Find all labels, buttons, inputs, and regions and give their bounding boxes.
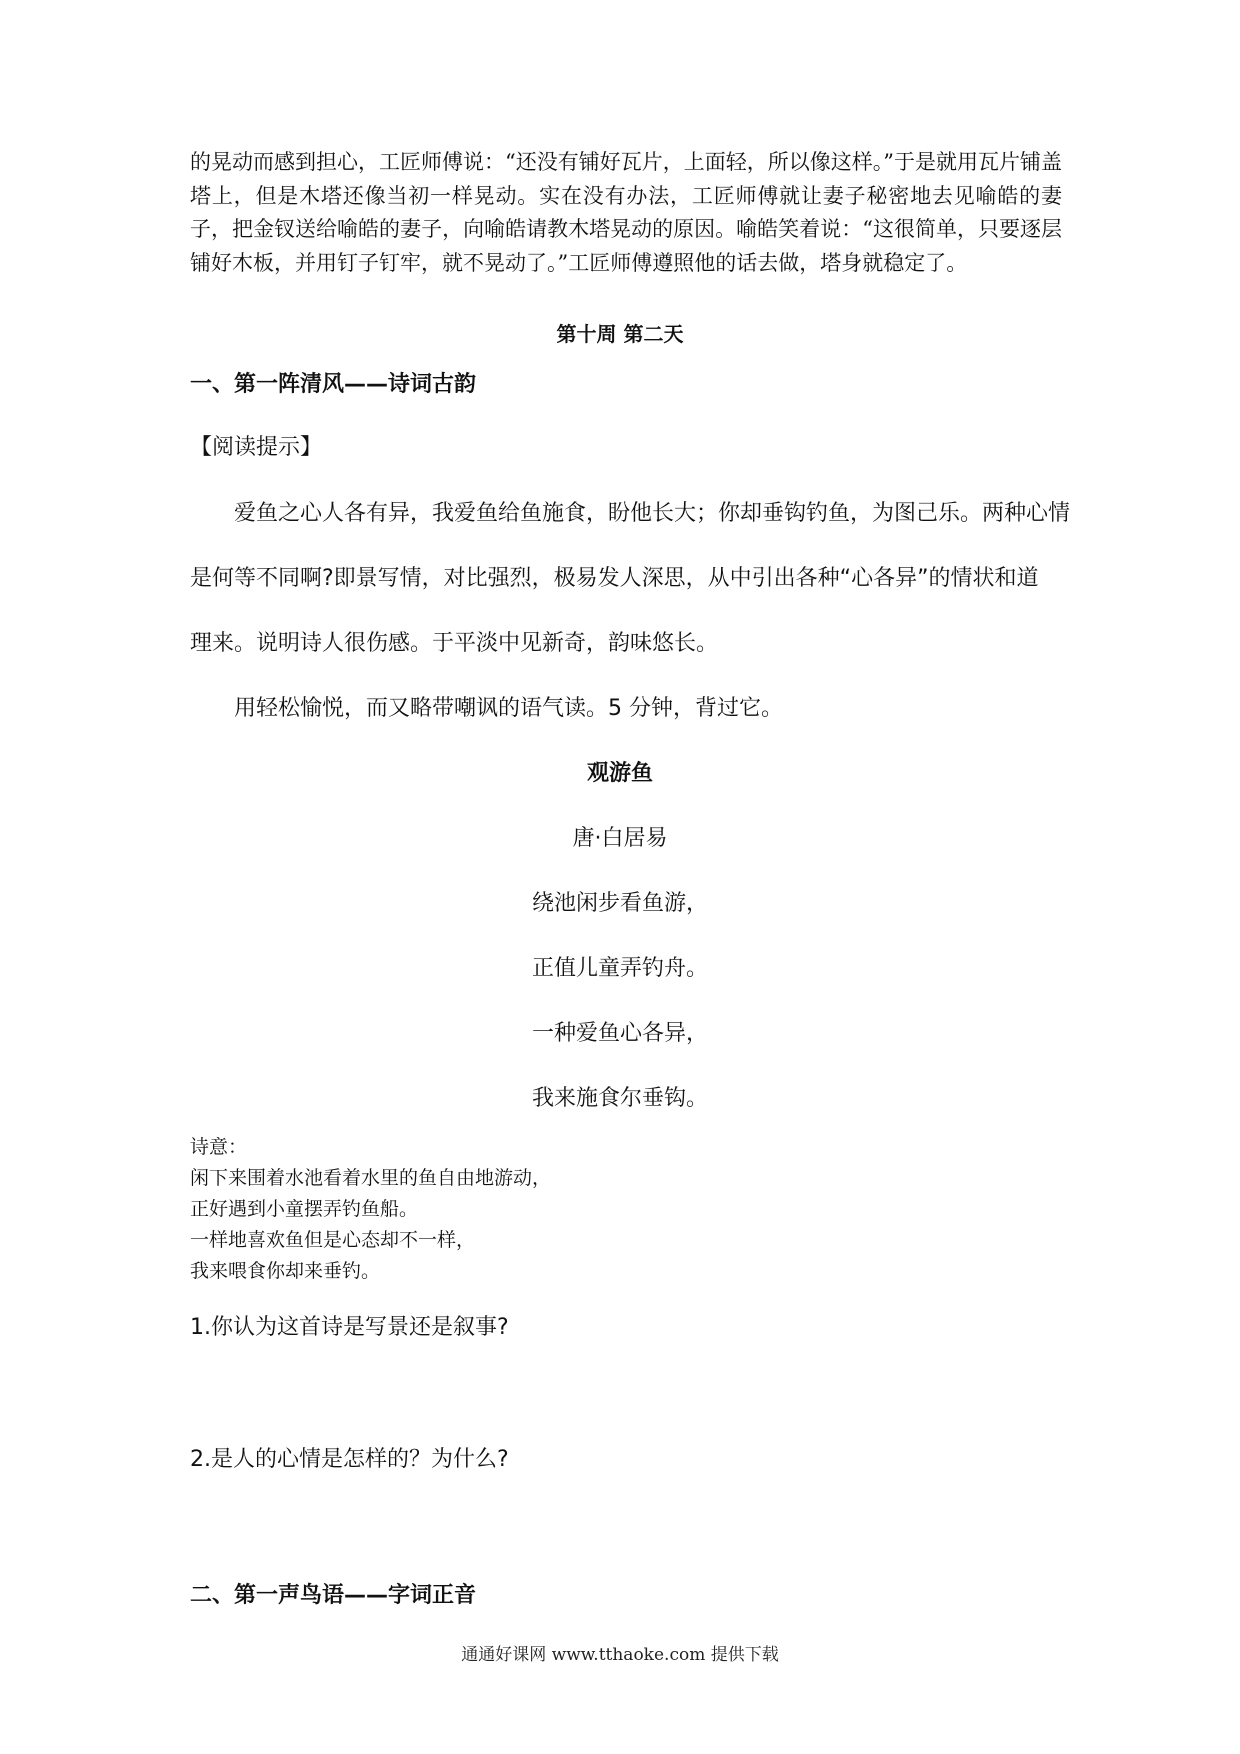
footer-source: 通通好课网 www.tthaoke.com 提供下载 <box>461 1645 779 1665</box>
day-title: 第十周 第二天 <box>556 322 684 346</box>
poem-line-3: 一种爱鱼心各异， <box>531 1021 708 1046</box>
tip-line-1: 爱鱼之心人各有异，我爱鱼给鱼施食，盼他长大；你却垂钩钓鱼，为图己乐。两种心情 <box>234 501 1071 526</box>
reading-instruction: 用轻松愉悦，而又略带嘲讽的语气读。5 分钟，背过它。 <box>234 696 783 721</box>
question-1: 1.你认为这首诗是写景还是叙事? <box>190 1315 509 1340</box>
tip-heading: 【阅读提示】 <box>190 435 323 460</box>
meaning-label: 诗意： <box>190 1136 248 1158</box>
section1-title: 一、第一阵清风——诗词古韵 <box>190 372 477 397</box>
meaning-line-3: 一样地喜欢鱼但是心态却不一样， <box>190 1229 476 1251</box>
poem-title: 观游鱼 <box>586 761 653 786</box>
poem-line-2: 正值儿童弄钓舟。 <box>531 956 708 981</box>
poem-line-4: 我来施食尔垂钩。 <box>531 1086 708 1111</box>
tip-line-2: 是何等不同啊?即景写情，对比强烈，极易发人深思，从中引出各种“心各异”的情状和道 <box>190 566 1039 591</box>
tip-line-3: 理来。说明诗人很伤感。于平淡中见新奇，韵味悠长。 <box>190 631 719 656</box>
poem-line-1: 绕池闲步看鱼游， <box>531 891 708 916</box>
question-2: 2.是人的心情是怎样的？为什么? <box>190 1447 509 1472</box>
meaning-line-2: 正好遇到小童摆弄钓鱼船。 <box>190 1198 419 1220</box>
meaning-line-4: 我来喂食你却来垂钓。 <box>190 1260 381 1282</box>
section2-title: 二、第一声鸟语——字词正音 <box>190 1583 477 1608</box>
meaning-line-1: 闲下来围着水池看着水里的鱼自由地游动， <box>190 1167 552 1189</box>
story-paragraph: 的晃动而感到担心，工匠师傅说：“还没有铺好瓦片，上面轻，所以像这样。”于是就用瓦片铺盖塔上，但是木塔还像当初一样晃动。实在没有办法，工匠师傅就让妻子秘密地去见喻皓的妻子，把金钗送给喻皓的妻子，向喻皓请教木塔晃动的原因。喻皓笑着说：“这很简单，只要逐层铺好木板，并用钉子钉牢，就不晃动了。”工匠师傅遵照他的话去做，塔身就稳定了。 <box>190 150 1062 275</box>
poem-author: 唐·白居易 <box>572 826 668 851</box>
